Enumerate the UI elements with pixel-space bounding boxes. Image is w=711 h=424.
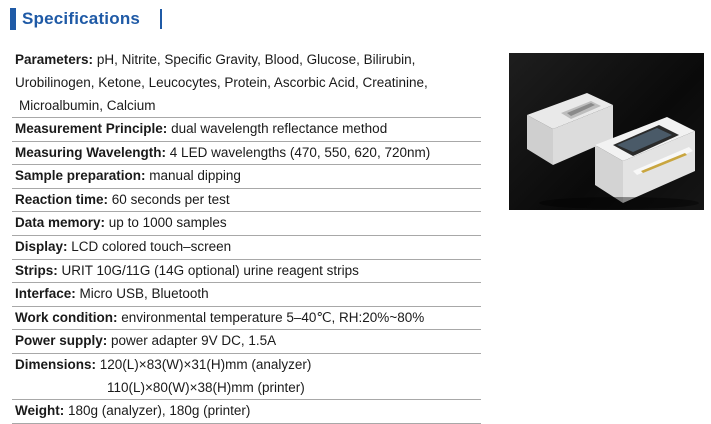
product-photo bbox=[509, 53, 704, 210]
spec-row-display bbox=[12, 236, 481, 260]
spec-value: Micro USB, Bluetooth bbox=[79, 286, 209, 302]
spec-row-strips bbox=[12, 260, 481, 284]
spec-label: Measuring Wavelength: bbox=[15, 144, 167, 160]
section-title: Specifications bbox=[22, 9, 141, 28]
spec-value: power adapter 9V DC, 1.5A bbox=[111, 333, 277, 349]
spec-value: 180g (analyzer), 180g (printer) bbox=[68, 403, 251, 419]
spec-label: Work condition: bbox=[15, 309, 118, 325]
analyzer-printer-illustration bbox=[509, 53, 704, 210]
spec-row-interface bbox=[12, 283, 481, 307]
spec-value: up to 1000 samples bbox=[108, 215, 227, 231]
spec-value: Urobilinogen, Ketone, Leucocytes, Protein, Ascorbic Acid, Creatinine, bbox=[15, 75, 428, 90]
spec-label: Data memory: bbox=[15, 215, 106, 231]
spec-label: Display: bbox=[15, 238, 68, 254]
spec-value: LCD colored touch–screen bbox=[71, 238, 232, 254]
spec-label: Parameters: bbox=[15, 52, 94, 67]
spec-label: Strips: bbox=[15, 262, 58, 278]
header-accent-bar bbox=[10, 8, 16, 30]
spec-row-reaction-time bbox=[12, 189, 481, 213]
section-header bbox=[10, 6, 162, 32]
spec-label: Sample preparation: bbox=[15, 168, 146, 184]
spec-row-parameters bbox=[12, 47, 481, 118]
spec-row-sample-preparation bbox=[12, 165, 481, 189]
spec-row-work-condition bbox=[12, 307, 481, 331]
spec-table bbox=[12, 47, 481, 424]
spec-row-measurement-principle bbox=[12, 118, 481, 142]
spec-row-measuring-wavelength bbox=[12, 142, 481, 166]
spec-value: 4 LED wavelengths (470, 550, 620, 720nm) bbox=[169, 144, 431, 160]
spec-value: 120(L)×83(W)×31(H)mm (analyzer) bbox=[99, 356, 312, 372]
spec-label: Power supply: bbox=[15, 333, 108, 349]
spec-row-power-supply bbox=[12, 330, 481, 354]
spec-row-data-memory bbox=[12, 212, 481, 236]
spec-label: Reaction time: bbox=[15, 191, 109, 207]
spec-value: pH, Nitrite, Specific Gravity, Blood, Glucose, Bilirubin, bbox=[96, 52, 416, 67]
header-divider bbox=[160, 9, 162, 29]
spec-value: Microalbumin, Calcium bbox=[19, 98, 156, 113]
spec-value: 110(L)×80(W)×38(H)mm (printer) bbox=[107, 379, 305, 395]
spec-row-dimensions bbox=[12, 354, 481, 400]
spec-label: Interface: bbox=[15, 286, 76, 302]
spec-value: URIT 10G/11G (14G optional) urine reagent strips bbox=[61, 262, 359, 278]
spec-value: environmental temperature 5–40℃, RH:20%~80% bbox=[121, 309, 425, 325]
spec-value: 60 seconds per test bbox=[111, 191, 230, 207]
spec-value: manual dipping bbox=[149, 168, 241, 184]
spec-label: Weight: bbox=[15, 403, 65, 419]
spec-label: Measurement Principle: bbox=[15, 121, 168, 136]
spec-label: Dimensions: bbox=[15, 356, 97, 372]
spec-value: dual wavelength reflectance method bbox=[171, 121, 388, 136]
